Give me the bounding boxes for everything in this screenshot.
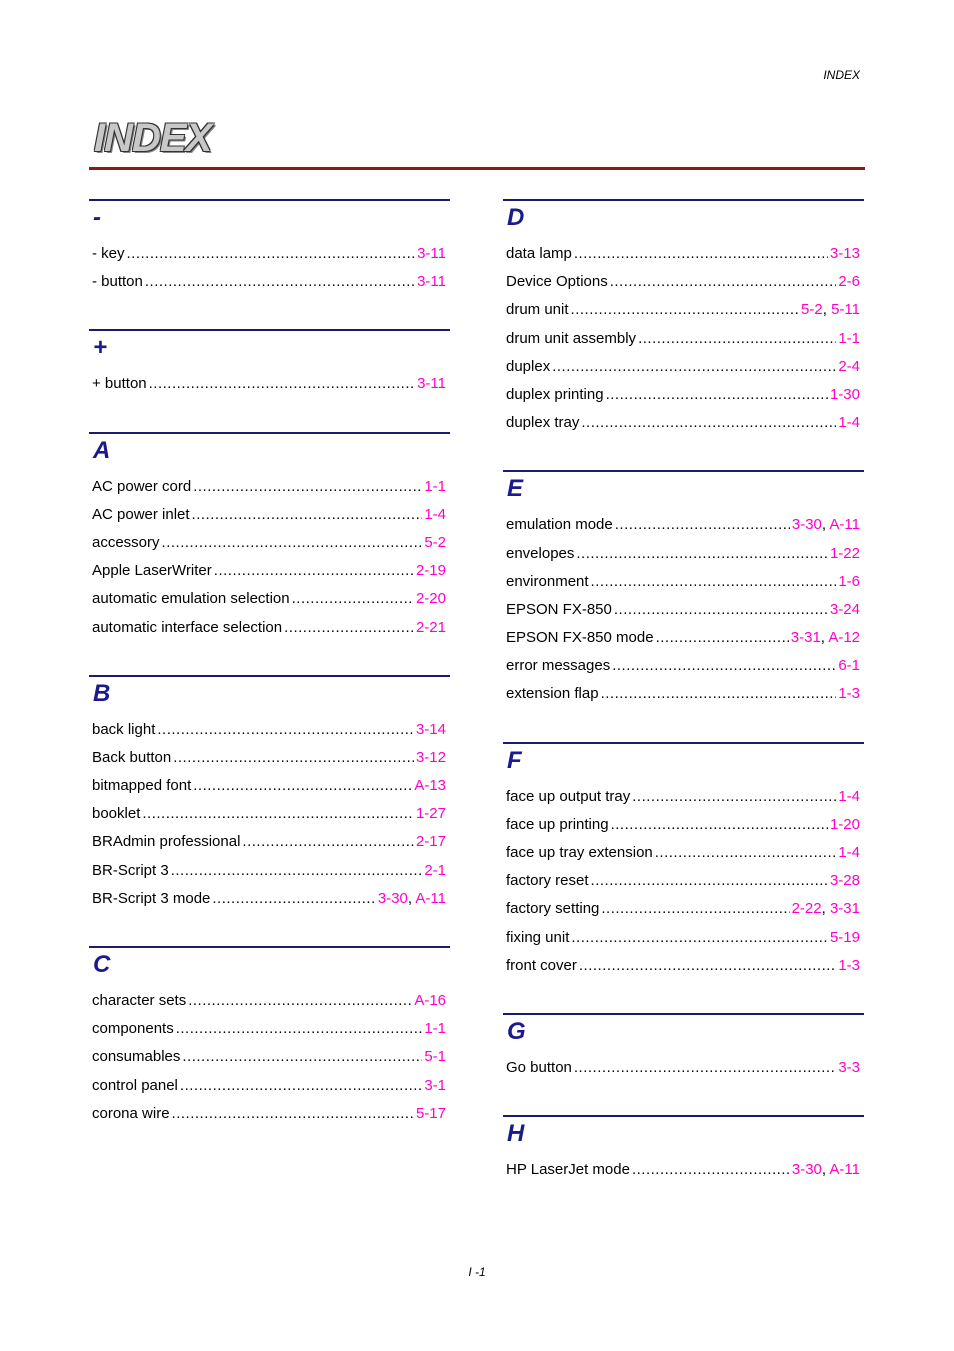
- index-entry: [89, 721, 450, 749]
- dot-leader: [581, 414, 836, 431]
- index-entry: [89, 590, 450, 618]
- page-link[interactable]: 3-28: [829, 872, 860, 890]
- dot-leader: [171, 862, 423, 879]
- section-letter: B: [93, 679, 111, 707]
- entry-pages: [838, 1059, 860, 1076]
- index-section: [89, 675, 450, 946]
- section-spacer: [89, 1133, 450, 1161]
- entry-pages: [830, 929, 860, 946]
- entry-term: automatic interface selection: [92, 618, 283, 636]
- dot-leader: [655, 844, 837, 861]
- page-link[interactable]: 3-12: [415, 748, 446, 766]
- index-entry: [503, 816, 864, 844]
- index-entry: [503, 1161, 864, 1189]
- entry-pages: [838, 685, 860, 702]
- page-separator: ,: [821, 900, 830, 918]
- page-link[interactable]: 3-13: [829, 245, 860, 262]
- entry-pages: [792, 516, 860, 533]
- entry-term: control panel: [92, 1076, 178, 1094]
- index-entry: [89, 619, 450, 647]
- entry-term: envelopes: [506, 544, 575, 562]
- dot-leader: [142, 805, 414, 822]
- dot-leader: [192, 506, 423, 523]
- page-link[interactable]: 1-20: [829, 815, 860, 833]
- entry-pages: [416, 749, 446, 766]
- page-link[interactable]: 3-31: [829, 900, 860, 918]
- page-link[interactable]: 5-19: [829, 928, 860, 946]
- entry-term: extension flap: [506, 685, 599, 703]
- entry-term: automatic emulation selection: [92, 590, 290, 608]
- dot-leader: [632, 1161, 790, 1178]
- dot-leader: [579, 957, 836, 974]
- index-entry: [89, 992, 450, 1020]
- entry-pages: [417, 273, 446, 290]
- index-entry: [503, 1059, 864, 1087]
- entry-term: AC power cord: [92, 477, 192, 495]
- dot-leader: [601, 900, 789, 917]
- entry-term: Go button: [506, 1058, 572, 1076]
- dot-leader: [214, 562, 414, 579]
- entry-pages: [416, 562, 446, 579]
- dot-leader: [571, 929, 828, 946]
- index-entry: [503, 629, 864, 657]
- entry-pages: [838, 573, 860, 590]
- page-link[interactable]: 5-2: [801, 301, 823, 319]
- entry-pages: [830, 872, 860, 889]
- index-entry: [89, 833, 450, 861]
- page-link[interactable]: 3-30: [791, 1161, 822, 1179]
- section-letter: F: [507, 746, 522, 774]
- entry-pages: [838, 358, 860, 375]
- index-entry: [503, 788, 864, 816]
- index-entry: [89, 273, 450, 301]
- dot-leader: [601, 685, 837, 702]
- section-letter: -: [93, 204, 101, 231]
- entry-term: character sets: [92, 992, 187, 1009]
- entry-term: drum unit assembly: [506, 329, 637, 347]
- entry-term: BR-Script 3 mode: [92, 889, 211, 907]
- entry-term: + button: [92, 375, 147, 393]
- index-section: [89, 432, 450, 675]
- index-entry: [503, 844, 864, 872]
- dot-leader: [612, 657, 836, 674]
- entry-term: duplex tray: [506, 414, 580, 432]
- entry-pages: [830, 816, 860, 833]
- entry-term: drum unit: [506, 301, 569, 319]
- page-link[interactable]: 5-2: [424, 533, 446, 551]
- entry-term: accessory: [92, 533, 160, 551]
- index-entry: [503, 301, 864, 329]
- index-entry: [89, 1105, 450, 1133]
- index-entry: [89, 1048, 450, 1076]
- page-link[interactable]: A-11: [829, 516, 860, 534]
- page-link[interactable]: 6-1: [838, 657, 860, 675]
- index-column-left: [89, 199, 450, 1161]
- page-separator: ,: [822, 301, 832, 319]
- page-link[interactable]: 1-3: [838, 956, 860, 974]
- dot-leader: [162, 534, 423, 551]
- section-spacer: [89, 404, 450, 432]
- entry-term: face up printing: [506, 815, 609, 833]
- dot-leader: [172, 1105, 414, 1122]
- dot-leader: [574, 1059, 836, 1076]
- entry-term: back light: [92, 720, 156, 738]
- index-entry: [503, 245, 864, 273]
- index-section: [89, 946, 450, 1161]
- entry-term: emulation mode: [506, 516, 613, 534]
- dot-leader: [193, 777, 412, 794]
- page-separator: ,: [821, 1161, 830, 1179]
- page-link[interactable]: 5-1: [424, 1048, 446, 1066]
- entry-term: Back button: [92, 748, 172, 766]
- entry-pages: [414, 992, 446, 1009]
- index-entry: [503, 601, 864, 629]
- page-link[interactable]: 1-3: [838, 685, 860, 703]
- page-link[interactable]: 2-19: [415, 562, 446, 580]
- index-entry: [89, 777, 450, 805]
- page-link[interactable]: A-11: [415, 889, 446, 907]
- dot-leader: [149, 375, 415, 392]
- page-link[interactable]: 1-4: [838, 414, 860, 432]
- index-entry: [89, 749, 450, 777]
- page-link[interactable]: A-11: [829, 1161, 860, 1179]
- entry-pages: [424, 506, 446, 523]
- page-link[interactable]: 3-11: [417, 245, 446, 262]
- page-link[interactable]: 1-1: [424, 1020, 446, 1038]
- page-link[interactable]: 2-17: [415, 833, 446, 851]
- entry-pages: [414, 777, 446, 794]
- entry-term: EPSON FX-850: [506, 600, 612, 618]
- dot-leader: [574, 245, 828, 262]
- index-section: [503, 1013, 864, 1115]
- entry-pages: [417, 375, 446, 392]
- entry-term: factory reset: [506, 872, 589, 890]
- entry-pages: [830, 386, 860, 403]
- index-entry: [503, 386, 864, 414]
- index-entry: [503, 273, 864, 301]
- dot-leader: [188, 992, 412, 1009]
- index-entry: [89, 890, 450, 918]
- entry-pages: [416, 805, 446, 822]
- running-head: INDEX: [823, 68, 860, 82]
- section-spacer: [503, 442, 864, 470]
- page-link[interactable]: 3-1: [424, 1076, 446, 1094]
- section-spacer: [89, 301, 450, 329]
- entry-pages: [801, 301, 860, 318]
- section-letter: +: [93, 334, 108, 362]
- dot-leader: [638, 330, 836, 347]
- dot-leader: [591, 573, 837, 590]
- entry-pages: [424, 862, 446, 879]
- entry-term: data lamp: [506, 245, 572, 262]
- index-entry: [503, 685, 864, 713]
- page-number: I -1: [468, 1265, 486, 1279]
- index-entry: [89, 562, 450, 590]
- entry-pages: [838, 788, 860, 805]
- entry-term: BR-Script 3: [92, 861, 169, 879]
- dot-leader: [614, 601, 828, 618]
- page-link[interactable]: 3-14: [415, 720, 446, 738]
- entry-term: duplex: [506, 357, 551, 375]
- entry-term: Device Options: [506, 273, 608, 291]
- entry-term: AC power inlet: [92, 505, 190, 523]
- index-entry: [503, 414, 864, 442]
- page-link[interactable]: 1-30: [829, 385, 860, 403]
- section-letter: E: [507, 475, 524, 503]
- index-entry: [503, 358, 864, 386]
- index-entry: [503, 330, 864, 358]
- section-letter: A: [93, 436, 111, 464]
- index-section: [503, 470, 864, 741]
- entry-term: consumables: [92, 1048, 181, 1066]
- page-link[interactable]: 2-21: [415, 618, 446, 636]
- entry-term: factory setting: [506, 900, 600, 918]
- index-section: [503, 1115, 864, 1217]
- section-spacer: [503, 714, 864, 742]
- entry-term: face up output tray: [506, 787, 631, 805]
- entry-pages: [416, 619, 446, 636]
- section-spacer: [89, 918, 450, 946]
- entry-term: EPSON FX-850 mode: [506, 629, 654, 647]
- dot-leader: [180, 1077, 422, 1094]
- entry-pages: [838, 957, 860, 974]
- entry-term: corona wire: [92, 1104, 170, 1122]
- dot-leader: [606, 386, 828, 403]
- entry-pages: [838, 657, 860, 674]
- dot-leader: [292, 590, 414, 607]
- page-link[interactable]: A-13: [414, 777, 446, 795]
- index-entry: [89, 245, 450, 273]
- entry-term: error messages: [506, 657, 611, 675]
- page-link[interactable]: 3-24: [829, 600, 860, 618]
- index-entry: [503, 900, 864, 928]
- dot-leader: [284, 619, 414, 636]
- entry-term: bitmapped font: [92, 777, 192, 795]
- entry-pages: [791, 629, 860, 646]
- entry-pages: [424, 1020, 446, 1037]
- page-link[interactable]: 2-6: [838, 273, 860, 291]
- dot-leader: [576, 545, 828, 562]
- entry-pages: [838, 273, 860, 290]
- index-entry: [89, 375, 450, 403]
- dot-leader: [242, 833, 414, 850]
- section-letter: G: [507, 1017, 526, 1045]
- dot-leader: [212, 890, 376, 907]
- entry-pages: [792, 900, 860, 917]
- page-link[interactable]: 3-30: [791, 516, 822, 534]
- page-link[interactable]: 2-4: [838, 357, 860, 375]
- index-column-right: [503, 199, 864, 1217]
- dot-leader: [157, 721, 414, 738]
- title-rule: [89, 167, 865, 170]
- index-section: [89, 199, 450, 329]
- index-entry: [89, 1020, 450, 1048]
- page-link[interactable]: 3-11: [417, 273, 446, 291]
- index-entry: [89, 534, 450, 562]
- entry-pages: [424, 478, 446, 495]
- entry-pages: [378, 890, 446, 907]
- entry-term: HP LaserJet mode: [506, 1161, 630, 1179]
- page-separator: ,: [407, 889, 416, 907]
- entry-pages: [792, 1161, 860, 1178]
- section-spacer: [503, 985, 864, 1013]
- page-link[interactable]: 1-27: [415, 805, 446, 823]
- dot-leader: [552, 358, 836, 375]
- index-entry: [503, 872, 864, 900]
- page-link[interactable]: 3-31: [790, 629, 821, 647]
- entry-term: BRAdmin professional: [92, 833, 241, 851]
- index-entry: [89, 478, 450, 506]
- dot-leader: [591, 872, 828, 889]
- index-section: [89, 329, 450, 431]
- index-entry: [503, 573, 864, 601]
- page-link[interactable]: 2-1: [424, 861, 446, 879]
- entry-pages: [424, 534, 446, 551]
- dot-leader: [656, 629, 789, 646]
- index-entry: [503, 657, 864, 685]
- dot-leader: [176, 1020, 423, 1037]
- index-section: [503, 742, 864, 1013]
- index-entry: [89, 862, 450, 890]
- dot-leader: [193, 478, 422, 495]
- entry-pages: [416, 1105, 446, 1122]
- dot-leader: [615, 516, 790, 533]
- entry-pages: [830, 245, 860, 262]
- entry-term: duplex printing: [506, 385, 604, 403]
- entry-term: environment: [506, 572, 589, 590]
- dot-leader: [611, 816, 828, 833]
- entry-pages: [416, 721, 446, 738]
- page-link[interactable]: 1-1: [838, 329, 860, 347]
- entry-pages: [424, 1048, 446, 1065]
- page-link[interactable]: 1-4: [838, 844, 860, 861]
- section-letter: C: [93, 951, 111, 978]
- entry-term: - key: [92, 245, 125, 262]
- dot-leader: [632, 788, 836, 805]
- page-link[interactable]: 1-6: [838, 572, 860, 590]
- index-entry: [89, 506, 450, 534]
- page-link[interactable]: 5-17: [415, 1104, 446, 1122]
- entry-pages: [838, 330, 860, 347]
- entry-pages: [838, 844, 860, 861]
- entry-term: face up tray extension: [506, 844, 653, 861]
- index-entry: [89, 1077, 450, 1105]
- entry-pages: [416, 590, 446, 607]
- section-spacer: [503, 1189, 864, 1217]
- index-entry: [503, 516, 864, 544]
- section-letter: D: [507, 204, 525, 231]
- page-link[interactable]: 3-3: [838, 1058, 860, 1076]
- entry-term: front cover: [506, 956, 577, 974]
- dot-leader: [571, 301, 800, 318]
- dot-leader: [173, 749, 414, 766]
- entry-pages: [838, 414, 860, 431]
- page-title: INDEX: [94, 116, 212, 160]
- index-entry: [503, 929, 864, 957]
- dot-leader: [127, 245, 416, 262]
- entry-pages: [830, 601, 860, 618]
- page-link[interactable]: 5-11: [831, 301, 860, 319]
- index-entry: [503, 545, 864, 573]
- entry-term: components: [92, 1020, 174, 1038]
- entry-pages: [424, 1077, 446, 1094]
- entry-pages: [417, 245, 446, 262]
- page-link[interactable]: 1-4: [424, 505, 446, 523]
- entry-term: Apple LaserWriter: [92, 562, 212, 580]
- entry-term: fixing unit: [506, 928, 570, 946]
- page-link[interactable]: 3-11: [417, 375, 446, 393]
- page-link[interactable]: 3-30: [377, 889, 408, 907]
- page-link[interactable]: 2-22: [791, 900, 822, 918]
- section-spacer: [89, 647, 450, 675]
- section-letter: H: [507, 1120, 525, 1148]
- page-link[interactable]: A-12: [828, 629, 860, 647]
- index-entry: [89, 805, 450, 833]
- entry-pages: [416, 833, 446, 850]
- dot-leader: [145, 273, 415, 290]
- page-link[interactable]: 1-22: [829, 544, 860, 562]
- page-link[interactable]: 1-4: [838, 787, 860, 805]
- dot-leader: [182, 1048, 422, 1065]
- index-entry: [503, 957, 864, 985]
- page-link[interactable]: A-16: [414, 992, 446, 1009]
- entry-term: booklet: [92, 805, 141, 823]
- page-link[interactable]: 2-20: [415, 590, 446, 608]
- entry-pages: [830, 545, 860, 562]
- entry-term: - button: [92, 273, 143, 291]
- page-link[interactable]: 1-1: [424, 477, 446, 495]
- section-spacer: [503, 1087, 864, 1115]
- dot-leader: [610, 273, 837, 290]
- page-separator: ,: [821, 516, 830, 534]
- page-separator: ,: [820, 629, 829, 647]
- index-section: [503, 199, 864, 470]
